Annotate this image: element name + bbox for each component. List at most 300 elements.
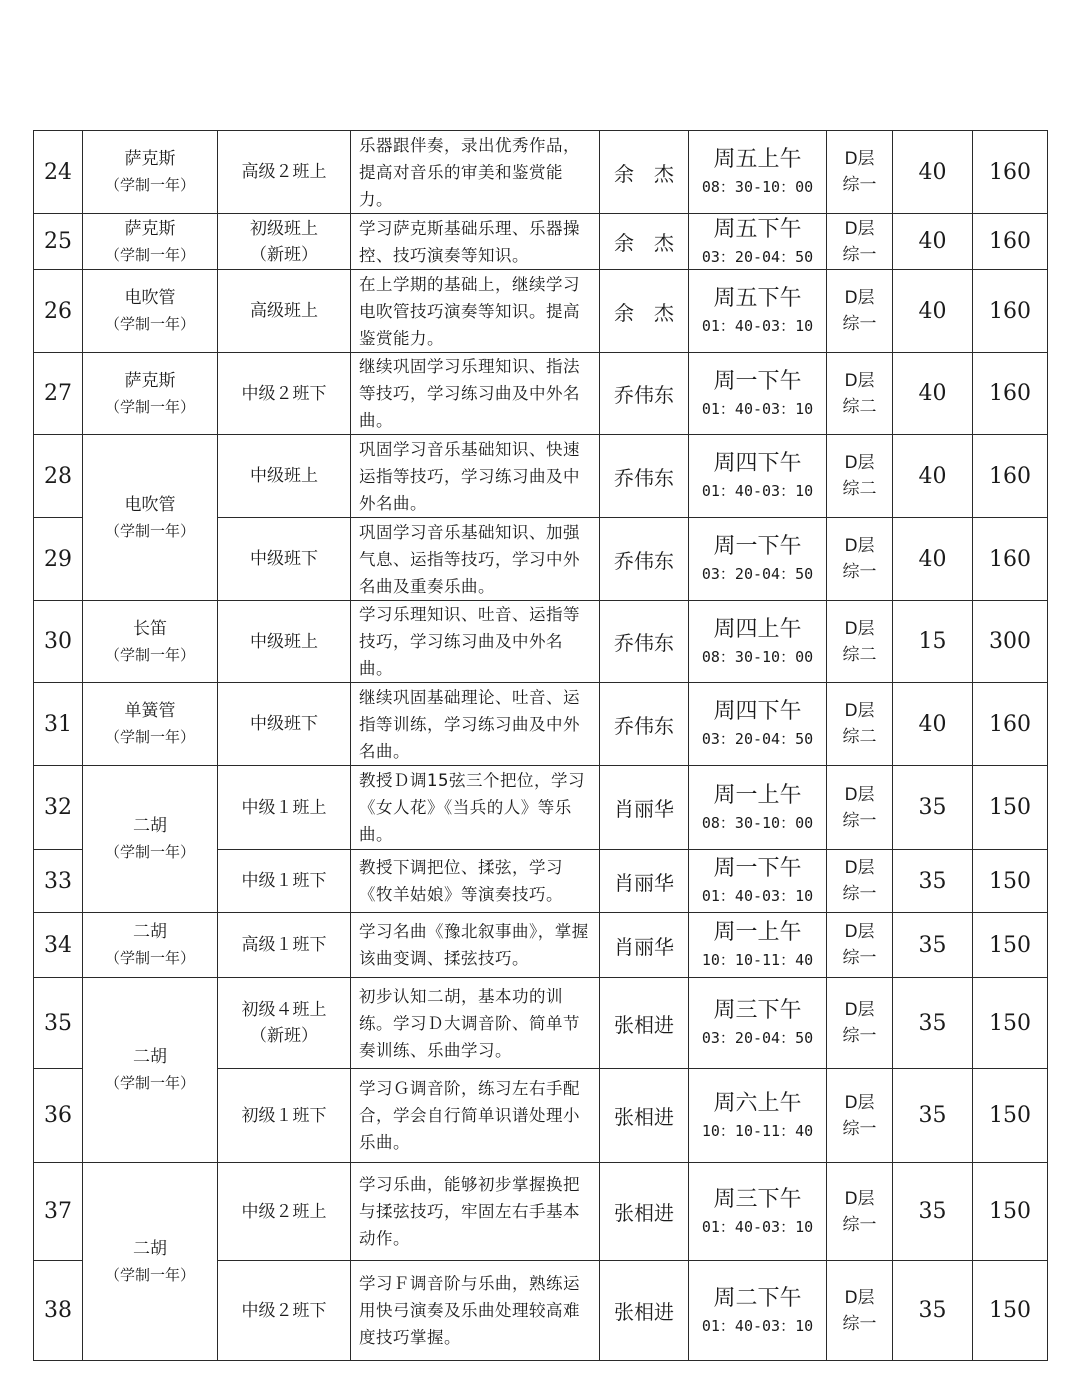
row-number-text: 33 — [44, 868, 72, 894]
course-cell — [83, 435, 218, 601]
course-duration: （学制一年） — [104, 949, 195, 967]
content-cell — [351, 913, 600, 978]
class-day: 周三下午 — [713, 998, 802, 1023]
content-cell — [351, 1261, 600, 1361]
fee-value: 150 — [989, 868, 1031, 894]
time-cell — [689, 683, 827, 766]
room-cell — [827, 913, 893, 978]
class-cell — [218, 601, 351, 683]
fee-cell — [973, 978, 1048, 1069]
capacity-cell — [893, 1163, 973, 1261]
room-name: 综一 — [842, 175, 877, 195]
class-hours: 08：30-10：00 — [701, 813, 814, 832]
course-name: 萨克斯 — [124, 218, 176, 239]
capacity-cell — [893, 435, 973, 518]
course-name: 二胡 — [133, 1238, 167, 1259]
class-hours: 10：10-11：40 — [701, 1121, 814, 1140]
room-cell — [827, 353, 893, 435]
room-cell — [827, 766, 893, 850]
row-number — [34, 270, 83, 353]
course-cell — [83, 214, 218, 270]
time-cell — [689, 131, 827, 214]
class-day: 周六上午 — [713, 1090, 802, 1116]
room-cell — [827, 131, 893, 214]
teacher-cell — [600, 353, 689, 435]
teacher-cell — [600, 131, 689, 214]
class-name: 中级班上 — [250, 631, 318, 652]
row-number — [34, 978, 83, 1069]
course-name: 单簧管 — [124, 701, 176, 721]
fee-cell — [973, 1163, 1048, 1261]
fee-value: 150 — [989, 1010, 1031, 1036]
capacity-value: 35 — [918, 932, 947, 958]
fee-value: 160 — [989, 546, 1031, 572]
fee-value: 150 — [989, 1199, 1031, 1224]
course-cell — [83, 683, 218, 766]
fee-value: 150 — [989, 932, 1031, 958]
row-number — [34, 683, 83, 766]
course-content: 乐器跟伴奏，录出优秀作品，提高对音乐的审美和鉴赏能力。 — [359, 135, 580, 209]
teacher-name: 余 杰 — [614, 300, 674, 325]
course-content: 学习乐曲，能够初步掌握换把与揉弦技巧，牢固左右手基本动作。 — [359, 1175, 580, 1248]
class-day: 周三下午 — [713, 1186, 802, 1212]
class-cell — [218, 131, 351, 214]
course-duration: （学制一年） — [104, 397, 195, 416]
teacher-name: 肖丽华 — [614, 797, 674, 821]
teacher-name: 乔伟东 — [614, 713, 674, 738]
class-day: 周一下午 — [713, 534, 802, 559]
teacher-cell — [600, 1163, 689, 1261]
room-cell — [827, 270, 893, 353]
room-floor: D层 — [844, 149, 875, 169]
row-number-text: 30 — [44, 629, 72, 654]
fee-value: 160 — [989, 381, 1031, 406]
class-note: （新班） — [250, 244, 318, 265]
content-cell — [351, 683, 600, 766]
room-floor: D层 — [844, 618, 875, 639]
table-row — [34, 270, 1048, 353]
fee-cell — [973, 683, 1048, 766]
class-day: 周二下午 — [713, 1285, 802, 1311]
content-cell — [351, 270, 600, 353]
fee-cell — [973, 518, 1048, 601]
capacity-value: 40 — [918, 463, 947, 489]
course-cell — [83, 601, 218, 683]
row-number-text: 27 — [44, 381, 72, 406]
class-name: 初级４班上 — [241, 1000, 327, 1020]
room-name: 综一 — [842, 948, 877, 968]
course-content: 学习乐理知识、吐音、运指等技巧，学习练习曲及中外名曲。 — [359, 605, 580, 678]
course-content: 教授下调把位、揉弦，学习《牧羊姑娘》等演奏技巧。 — [359, 858, 563, 904]
teacher-name: 乔伟东 — [614, 548, 674, 573]
course-content: 初步认知二胡，基本功的训练。学习Ｄ大调音阶、简单节奏训练、乐曲学习。 — [359, 986, 580, 1060]
capacity-cell — [893, 1069, 973, 1163]
capacity-cell — [893, 214, 973, 270]
room-name: 综一 — [842, 1026, 877, 1046]
teacher-name: 张相进 — [614, 1201, 674, 1225]
course-cell — [83, 913, 218, 978]
content-cell — [351, 766, 600, 850]
capacity-value: 40 — [918, 381, 947, 406]
teacher-name: 余 杰 — [614, 161, 674, 186]
course-name: 萨克斯 — [124, 370, 176, 391]
capacity-cell — [893, 270, 973, 353]
class-name: 中级２班下 — [241, 383, 327, 404]
time-cell — [689, 518, 827, 601]
course-name: 长笛 — [133, 618, 167, 639]
course-schedule-table — [33, 130, 1048, 1361]
class-name: 中级班上 — [250, 466, 318, 486]
class-day: 周一下午 — [713, 856, 802, 881]
fee-value: 150 — [989, 795, 1031, 820]
table-row — [34, 978, 1048, 1069]
time-cell — [689, 1069, 827, 1163]
room-floor: D层 — [844, 1092, 875, 1113]
class-day: 周五下午 — [713, 216, 802, 242]
row-number-text: 26 — [44, 298, 72, 324]
course-content: 巩固学习音乐基础知识、快速运指等技巧，学习练习曲及中外名曲。 — [359, 439, 580, 513]
class-cell — [218, 683, 351, 766]
room-floor: D层 — [844, 536, 875, 556]
teacher-cell — [600, 270, 689, 353]
class-name: 中级２班上 — [241, 1201, 327, 1222]
course-content: 继续巩固学习乐理知识、指法等技巧，学习练习曲及中外名曲。 — [359, 357, 580, 430]
time-cell — [689, 270, 827, 353]
class-cell — [218, 913, 351, 978]
row-number — [34, 1069, 83, 1163]
course-name: 萨克斯 — [124, 149, 176, 169]
time-cell — [689, 214, 827, 270]
class-name: 高级１班下 — [241, 935, 327, 955]
capacity-cell — [893, 978, 973, 1069]
teacher-name: 乔伟东 — [614, 631, 674, 655]
table-row — [34, 601, 1048, 683]
teacher-name: 张相进 — [614, 1105, 674, 1129]
row-number — [34, 1261, 83, 1361]
row-number — [34, 601, 83, 683]
class-day: 周五下午 — [713, 286, 802, 311]
fee-value: 160 — [989, 711, 1031, 737]
course-duration: （学制一年） — [104, 176, 195, 194]
fee-cell — [973, 214, 1048, 270]
room-floor: D层 — [844, 858, 875, 878]
time-cell — [689, 353, 827, 435]
course-cell — [83, 978, 218, 1163]
content-cell — [351, 601, 600, 683]
capacity-cell — [893, 1261, 973, 1361]
capacity-value: 40 — [918, 546, 947, 572]
capacity-value: 35 — [918, 795, 947, 820]
room-name: 综二 — [842, 727, 877, 747]
fee-value: 150 — [989, 1298, 1031, 1323]
teacher-cell — [600, 1261, 689, 1361]
room-name: 综一 — [842, 884, 877, 904]
fee-cell — [973, 353, 1048, 435]
fee-cell — [973, 913, 1048, 978]
content-cell — [351, 131, 600, 214]
class-name: 初级班上 — [250, 218, 318, 239]
teacher-name: 张相进 — [614, 1012, 674, 1037]
class-name: 中级２班下 — [241, 1300, 327, 1321]
row-number-text: 37 — [44, 1199, 72, 1224]
course-content: 继续巩固基础理论、吐音、运指等训练，学习练习曲及中外名曲。 — [359, 687, 580, 761]
time-cell — [689, 435, 827, 518]
row-number — [34, 913, 83, 978]
class-day: 周四上午 — [713, 616, 802, 642]
course-duration: （学制一年） — [104, 728, 195, 746]
room-name: 综一 — [842, 1313, 877, 1334]
capacity-value: 40 — [918, 298, 947, 324]
class-day: 周四下午 — [713, 699, 802, 724]
room-cell — [827, 683, 893, 766]
class-name: 中级班下 — [250, 549, 318, 569]
room-name: 综二 — [842, 396, 877, 417]
class-hours: 03：20-04：50 — [701, 247, 814, 266]
room-floor: D层 — [844, 701, 875, 721]
class-note: （新班） — [250, 1026, 318, 1046]
content-cell — [351, 978, 600, 1069]
teacher-name: 余 杰 — [614, 231, 674, 255]
class-hours: 01：40-03：10 — [701, 1316, 814, 1335]
class-hours: 03：20-04：50 — [701, 565, 814, 583]
teacher-cell — [600, 978, 689, 1069]
time-cell — [689, 850, 827, 913]
teacher-cell — [600, 518, 689, 601]
room-name: 综一 — [842, 244, 877, 265]
row-number-text: 35 — [44, 1010, 72, 1036]
capacity-value: 15 — [918, 629, 947, 654]
capacity-value: 35 — [918, 1199, 947, 1224]
room-floor: D层 — [844, 922, 875, 942]
room-name: 综一 — [842, 1118, 877, 1139]
class-name: 中级班下 — [250, 714, 318, 734]
class-name: 初级１班下 — [241, 1105, 327, 1126]
content-cell — [351, 1069, 600, 1163]
class-hours: 08：30-10：00 — [701, 647, 814, 666]
teacher-name: 肖丽华 — [614, 870, 674, 895]
course-cell — [83, 270, 218, 353]
fee-cell — [973, 435, 1048, 518]
capacity-value: 40 — [918, 159, 947, 185]
room-cell — [827, 214, 893, 270]
capacity-cell — [893, 518, 973, 601]
content-cell — [351, 518, 600, 601]
class-hours: 03：20-04：50 — [701, 1029, 814, 1047]
teacher-cell — [600, 601, 689, 683]
row-number-text: 31 — [44, 711, 72, 737]
row-number-text: 24 — [44, 159, 72, 185]
row-number — [34, 435, 83, 518]
row-number — [34, 518, 83, 601]
class-hours: 01：40-03：10 — [701, 1217, 814, 1236]
room-floor: D层 — [844, 784, 875, 805]
room-name: 综二 — [842, 479, 877, 499]
course-content: 学习萨克斯基础乐理、乐器操控、技巧演奏等知识。 — [359, 218, 580, 265]
course-duration: （学制一年） — [104, 645, 195, 664]
teacher-cell — [600, 850, 689, 913]
class-cell — [218, 435, 351, 518]
class-hours: 01：40-03：10 — [701, 399, 814, 418]
capacity-cell — [893, 913, 973, 978]
course-name: 电吹管 — [124, 288, 176, 308]
room-floor: D层 — [844, 453, 875, 473]
class-name: 高级班上 — [250, 301, 318, 321]
course-content: 巩固学习音乐基础知识、加强气息、运指等技巧，学习中外名曲及重奏乐曲。 — [359, 522, 580, 596]
teacher-cell — [600, 1069, 689, 1163]
table-row — [34, 913, 1048, 978]
row-number-text: 38 — [44, 1298, 72, 1323]
teacher-cell — [600, 435, 689, 518]
room-floor: D层 — [844, 1287, 875, 1308]
course-cell — [83, 766, 218, 913]
room-floor: D层 — [844, 218, 875, 239]
class-day: 周一下午 — [713, 368, 802, 394]
teacher-cell — [600, 766, 689, 850]
fee-cell — [973, 270, 1048, 353]
table-row — [34, 683, 1048, 766]
course-cell — [83, 1163, 218, 1361]
room-floor: D层 — [844, 288, 875, 308]
class-cell — [218, 1069, 351, 1163]
content-cell — [351, 850, 600, 913]
fee-cell — [973, 766, 1048, 850]
row-number-text: 25 — [44, 229, 72, 254]
class-cell — [218, 270, 351, 353]
content-cell — [351, 353, 600, 435]
time-cell — [689, 978, 827, 1069]
capacity-cell — [893, 131, 973, 214]
course-content: 学习Ｇ调音阶，练习左右手配合，学会自行简单识谱处理小乐曲。 — [359, 1079, 580, 1152]
room-cell — [827, 850, 893, 913]
teacher-name: 乔伟东 — [614, 465, 674, 490]
teacher-name: 张相进 — [614, 1300, 674, 1324]
room-cell — [827, 601, 893, 683]
course-duration: （学制一年） — [104, 521, 195, 540]
row-number — [34, 766, 83, 850]
row-number-text: 36 — [44, 1103, 72, 1128]
class-cell — [218, 518, 351, 601]
time-cell — [689, 601, 827, 683]
teacher-name: 乔伟东 — [614, 383, 674, 407]
course-duration: （学制一年） — [104, 315, 195, 333]
room-cell — [827, 435, 893, 518]
room-name: 综一 — [842, 1214, 877, 1235]
class-hours: 01：40-03：10 — [701, 482, 814, 500]
course-content: 教授Ｄ调15弦三个把位，学习《女人花》《当兵的人》等乐曲。 — [359, 771, 585, 844]
class-day: 周四下午 — [713, 451, 802, 476]
course-name: 二胡 — [133, 816, 167, 836]
room-cell — [827, 518, 893, 601]
fee-cell — [973, 1261, 1048, 1361]
fee-value: 160 — [989, 463, 1031, 489]
table-row — [34, 435, 1048, 518]
course-name: 电吹管 — [124, 494, 176, 515]
class-cell — [218, 214, 351, 270]
capacity-value: 40 — [918, 711, 947, 737]
fee-cell — [973, 850, 1048, 913]
capacity-cell — [893, 683, 973, 766]
capacity-value: 40 — [918, 229, 947, 254]
content-cell — [351, 1163, 600, 1261]
class-cell — [218, 766, 351, 850]
row-number — [34, 131, 83, 214]
class-cell — [218, 978, 351, 1069]
fee-cell — [973, 131, 1048, 214]
class-day: 周一上午 — [713, 920, 802, 945]
class-cell — [218, 1261, 351, 1361]
capacity-value: 35 — [918, 868, 947, 894]
room-cell — [827, 978, 893, 1069]
row-number — [34, 850, 83, 913]
course-cell — [83, 131, 218, 214]
capacity-value: 35 — [918, 1298, 947, 1323]
class-hours: 08：30-10：00 — [701, 178, 814, 196]
capacity-cell — [893, 766, 973, 850]
class-name: 中级１班下 — [241, 871, 327, 891]
time-cell — [689, 1163, 827, 1261]
row-number — [34, 214, 83, 270]
row-number-text: 32 — [44, 795, 72, 820]
capacity-cell — [893, 353, 973, 435]
teacher-name: 肖丽华 — [614, 934, 674, 959]
fee-value: 160 — [989, 159, 1031, 185]
class-name: 中级１班上 — [241, 797, 327, 818]
room-cell — [827, 1163, 893, 1261]
table-row — [34, 131, 1048, 214]
course-duration: （学制一年） — [104, 245, 195, 264]
teacher-cell — [600, 913, 689, 978]
room-floor: D层 — [844, 370, 875, 391]
row-number — [34, 1163, 83, 1261]
class-hours: 10：10-11：40 — [701, 951, 814, 969]
class-day: 周一上午 — [713, 782, 802, 808]
course-name: 二胡 — [133, 1047, 167, 1067]
course-duration: （学制一年） — [104, 1265, 195, 1284]
room-name: 综一 — [842, 810, 877, 831]
course-duration: （学制一年） — [104, 843, 195, 861]
class-hours: 01：40-03：10 — [701, 887, 814, 905]
class-cell — [218, 1163, 351, 1261]
capacity-cell — [893, 850, 973, 913]
room-floor: D层 — [844, 1188, 875, 1209]
row-number-text: 29 — [44, 546, 72, 572]
room-name: 综一 — [842, 314, 877, 334]
fee-cell — [973, 1069, 1048, 1163]
table-row — [34, 214, 1048, 270]
capacity-cell — [893, 601, 973, 683]
room-floor: D层 — [844, 1000, 875, 1020]
row-number — [34, 353, 83, 435]
fee-value: 160 — [989, 229, 1031, 254]
room-cell — [827, 1069, 893, 1163]
course-cell — [83, 353, 218, 435]
content-cell — [351, 214, 600, 270]
course-duration: （学制一年） — [104, 1074, 195, 1092]
class-day: 周五上午 — [713, 147, 802, 172]
fee-value: 150 — [989, 1103, 1031, 1128]
fee-cell — [973, 601, 1048, 683]
fee-value: 160 — [989, 298, 1031, 324]
table-row — [34, 766, 1048, 850]
course-content: 学习Ｆ调音阶与乐曲，熟练运用快弓演奏及乐曲处理较高难度技巧掌握。 — [359, 1274, 580, 1347]
row-number-text: 34 — [44, 932, 72, 958]
time-cell — [689, 913, 827, 978]
time-cell — [689, 1261, 827, 1361]
course-content: 学习名曲《豫北叙事曲》，掌握该曲变调、揉弦技巧。 — [359, 922, 589, 968]
table-row — [34, 1163, 1048, 1261]
class-cell — [218, 353, 351, 435]
capacity-value: 35 — [918, 1010, 947, 1036]
